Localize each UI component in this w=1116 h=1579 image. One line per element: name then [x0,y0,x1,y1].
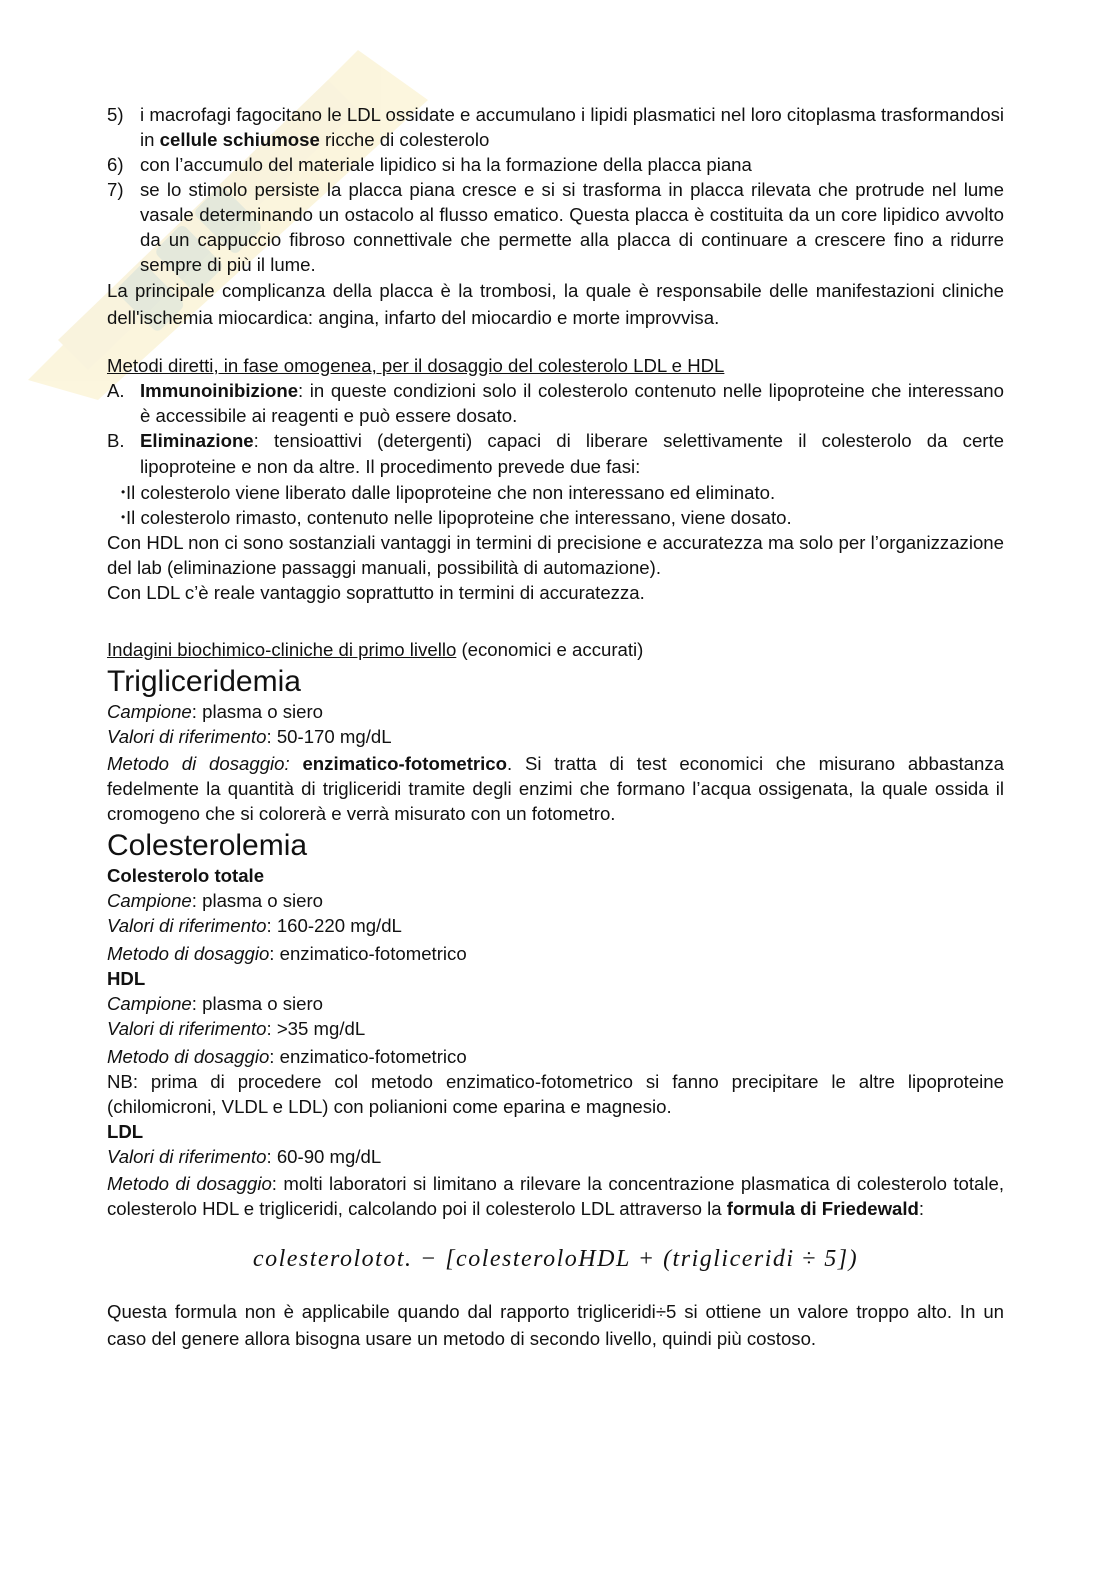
field-label: Valori di riferimento [107,1018,267,1039]
method-text: : tensioattivi (detergenti) capaci di liberare selettivamente il colesterolo da certe lipoproteine e non da altre. Il procedimento prevede due fasi: [140,430,1004,477]
field-label: Valori di riferimento [107,1146,267,1167]
ldl-valori [107,1144,1004,1169]
field-value: : 160-220 mg/dL [266,915,402,936]
field-label: Metodo di dosaggio: [107,753,290,774]
bullet-text: Il colesterolo viene liberato dalle lipoproteine che non interessano ed eliminato. [126,482,776,503]
field-label: Campione [107,993,192,1014]
list-number: 5) [107,104,124,125]
hdl-metodo [107,1044,1004,1069]
field-value: : enzimatico-fotometrico [269,1046,467,1067]
bullet-item [107,505,1004,530]
subsection-ldl: LDL [107,1121,144,1142]
list-item-7 [107,177,1004,277]
subsection-colesterolo-totale: Colesterolo totale [107,865,265,886]
field-value: : plasma o siero [191,993,324,1014]
field-label: Metodo di dosaggio [107,943,270,964]
bullet-text: Il colesterolo rimasto, contenuto nelle lipoproteine che interessano, viene dosato. [126,507,792,528]
field-label: Metodo di dosaggio [107,1173,272,1194]
field-value: : plasma o siero [191,701,324,722]
list-number: 7) [107,179,124,200]
field-label: Valori di riferimento [107,915,267,936]
field-value: : 60-90 mg/dL [266,1146,382,1167]
method-item-b [107,428,1004,480]
ldl-note: Con LDL c’è reale vantaggio soprattutto in termini di accuratezza. [107,582,645,603]
list-item-5 [107,102,1004,152]
method-text: : in queste condizioni solo il colesterolo contenuto nelle lipoproteine che interessano è accessibile ai reagenti e può essere dosato. [140,380,1004,426]
list-letter: A. [107,380,125,401]
field-label: Campione [107,701,192,722]
field-value: : plasma o siero [191,890,324,911]
hdl-nb-note: NB: prima di procedere col metodo enzimatico-fotometrico si fanno precipitare le altre lipoproteine (chilomicroni, VLDL e LDL) con polianioni come eparina e magnesio. [107,1071,1004,1117]
document-page [107,102,1004,1352]
list-text-end: ricche di colesterolo [319,129,490,150]
colon: : [918,1198,925,1219]
trig-valori [107,724,1004,749]
tot-valori [107,913,1004,938]
list-text: i macrofagi fagocitano le LDL ossidate e accumulano i lipidi plasmatici nel loro citoplasma trasformandosi in [140,104,1004,150]
section-title-trigliceridemia: Trigliceridemia [107,665,301,698]
indagini-heading [107,637,1004,662]
field-label: Metodo di dosaggio [107,1046,270,1067]
list-letter: B. [107,430,125,451]
methods-heading: Metodi diretti, in fase omogenea, per il dosaggio del colesterolo LDL e HDL [107,355,725,376]
field-value: . Si tratta di test economici che misurano abbastanza fedelmente la quantità di trigliceridi tramite degli enzimi che formano l’acqua ossigenata, la quale ossida il cromogeno che si colorerà e verrà misurato con un fotometro. [107,753,1004,824]
complication-paragraph: La principale complicanza della placca è la trombosi, la quale è responsabile delle manifestazioni cliniche dell'ischemia miocardica: angina, infarto del miocardio e morte improvvisa. [107,280,1004,328]
formula-name: formula di Friedewald [726,1198,919,1219]
tot-campione [107,888,1004,913]
list-number: 6) [107,154,124,175]
ldl-metodo [107,1171,1004,1221]
hdl-campione [107,991,1004,1016]
trig-metodo [107,751,1004,826]
final-paragraph: Questa formula non è applicabile quando dal rapporto trigliceridi÷5 si ottiene un valore troppo alto. In un caso del genere allora bisogna usare un metodo di secondo livello, quindi più costoso. [107,1301,1004,1349]
hdl-valori [107,1016,1004,1041]
trig-campione [107,699,1004,724]
subsection-hdl: HDL [107,968,146,989]
method-name: Eliminazione [140,430,254,451]
bullet-icon: • [121,485,126,499]
bold-term-cellule-schiumose: cellule schiumose [159,129,320,150]
tot-metodo [107,941,1004,966]
bullet-item [107,480,1004,505]
list-text: con l’accumulo del materiale lipidico si ha la formazione della placca piana [140,154,752,175]
field-label: Valori di riferimento [107,726,267,747]
field-value: : enzimatico-fotometrico [269,943,467,964]
list-text: se lo stimolo persiste la placca piana cresce e si si trasforma in placca rilevata che protrude nel lume vasale determinando un ostacolo al flusso ematico. Questa placca è costituita da un core lipidico avvolto da un cappuccio fibroso connettivale che permette alla placca di continuare a crescere fino a ridurre sempre di più il lume. [140,179,1004,275]
method-item-a [107,378,1004,428]
indagini-rest: (economici e accurati) [456,639,644,660]
friedewald-formula: colesterolotot. − [colesteroloHDL + (trigliceridi ÷ 5]) [252,1246,859,1272]
indagini-underlined: Indagini biochimico-cliniche di primo livello [107,639,457,660]
field-value: : >35 mg/dL [266,1018,366,1039]
method-bold: enzimatico-fotometrico [302,753,508,774]
field-value: : 50-170 mg/dL [266,726,392,747]
section-title-colesterolemia: Colesterolemia [107,829,308,862]
field-label: Campione [107,890,192,911]
bullet-icon: • [121,510,126,524]
list-item-6 [107,152,1004,177]
hdl-note: Con HDL non ci sono sostanziali vantaggi in termini di precisione e accuratezza ma solo per l’organizzazione del lab (eliminazione passaggi manuali, possibilità di automazione). [107,532,1004,578]
method-name: Immunoinibizione [140,380,299,401]
field-value: : molti laboratori si limitano a rilevare la concentrazione plasmatica di colesterolo totale, colesterolo HDL e trigliceridi, calcolando poi il colesterolo LDL attraverso la [107,1173,1005,1219]
